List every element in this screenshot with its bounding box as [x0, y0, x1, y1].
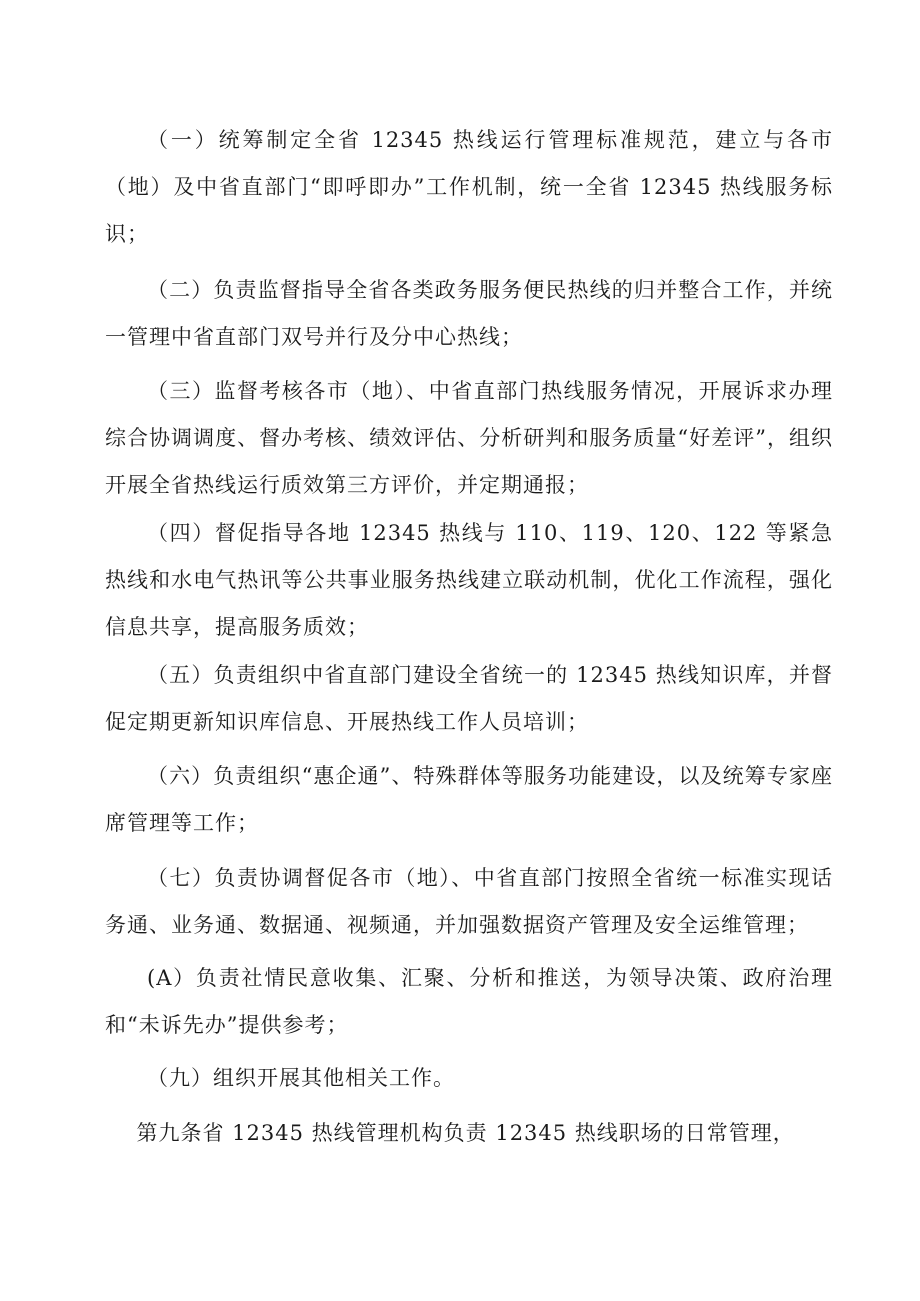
- paragraph-item-7: （七）负责协调督促各市（地）、中省直部门按照全省统一标准实现话务通、业务通、数据通、视频通，并加强数据资产管理及安全运维管理；: [105, 866, 833, 937]
- paragraph-item-1: （一）统筹制定全省 12345 热线运行管理标准规范，建立与各市（地）及中省直部门“即呼即办”工作机制，统一全省 12345 热线服务标识；: [105, 128, 833, 246]
- paragraph-item-4: （四）督促指导各地 12345 热线与 110、119、120、122 等紧急热线和水电气热讯等公共事业服务热线建立联动机制，优化工作流程，强化信息共享，提高服务质效；: [105, 521, 833, 639]
- paragraph-item-6: （六）负责组织“惠企通”、特殊群体等服务功能建设，以及统筹专家座席管理等工作；: [105, 764, 833, 835]
- paragraph-item-9: （九）组织开展其他相关工作。: [147, 1066, 455, 1090]
- paragraph-item-5: （五）负责组织中省直部门建设全省统一的 12345 热线知识库，并督促定期更新知识库信息、开展热线工作人员培训；: [105, 663, 833, 734]
- paragraph-item-8: (A）负责社情民意收集、汇聚、分析和推送，为领导决策、政府治理和“未诉先办”提供参考；: [105, 966, 833, 1037]
- article-9-paragraph: 第九条省 12345 热线管理机构负责 12345 热线职场的日常管理，: [136, 1121, 795, 1145]
- paragraph-item-2: （二）负责监督指导全省各类政务服务便民热线的归并整合工作，并统一管理中省直部门双号并行及分中心热线；: [105, 278, 833, 349]
- paragraph-item-3: （三）监督考核各市（地）、中省直部门热线服务情况，开展诉求办理综合协调调度、督办考核、绩效评估、分析研判和服务质量“好差评”，组织开展全省热线运行质效第三方评价，并定期通报；: [105, 379, 833, 497]
